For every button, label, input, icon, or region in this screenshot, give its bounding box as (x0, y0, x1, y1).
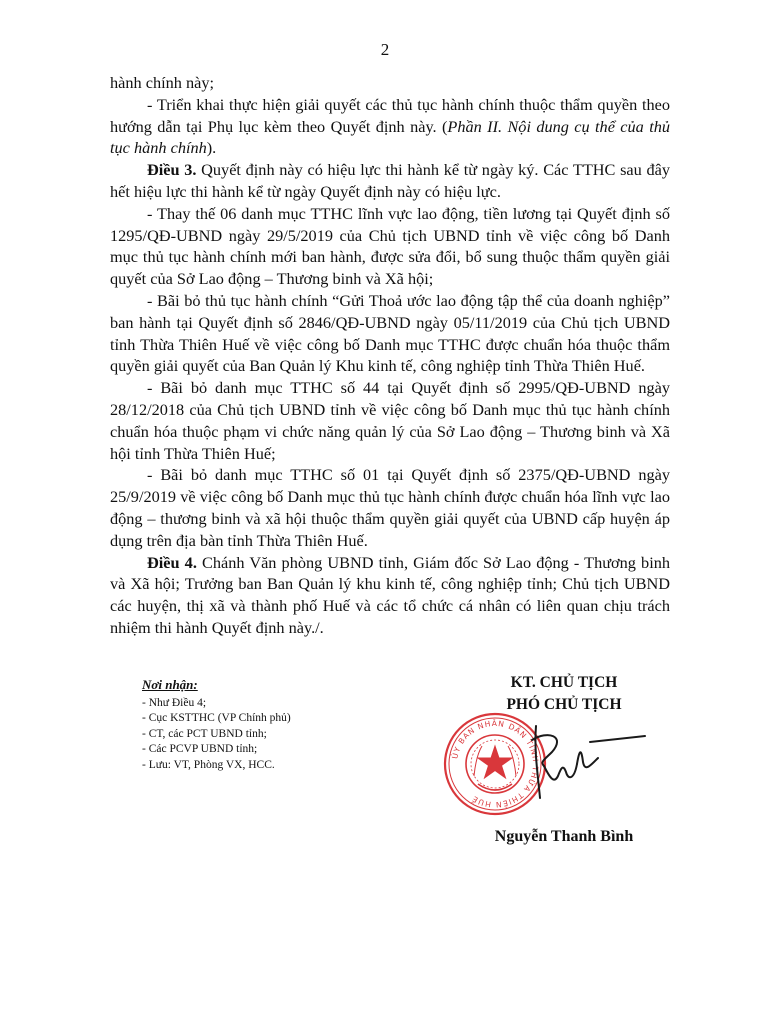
article-3-label: Điều 3. (147, 160, 197, 180)
article-4 (110, 552, 670, 639)
recipients-list (142, 696, 412, 774)
paragraph-abolish-2: - Bãi bỏ danh mục TTHC số 44 tại Quyết định số 2995/QĐ-UBND ngày 28/12/2018 của Chủ tịch UBND tỉnh về việc công bố Danh mục thủ tục hành chính chuẩn hóa thuộc phạm vi chức năng quản lý của Sở Lao động – Thương binh và Xã hội tỉnh Thừa Thiên Huế; (110, 378, 670, 463)
decision-body (110, 72, 670, 639)
paragraph-abolish-3: - Bãi bỏ danh mục TTHC số 01 tại Quyết định số 2375/QĐ-UBND ngày 25/9/2019 về việc công bố Danh mục thủ tục hành chính được chuẩn hóa lĩnh vực lao động – thương binh và xã hội thuộc thẩm quyền giải quyết của UBND cấp huyện áp dụng trên địa bàn tỉnh Thừa Thiên Huế. (110, 465, 670, 550)
signature-title-line1: KT. CHỦ TỊCH (510, 674, 618, 691)
recipients-block (142, 677, 412, 773)
paragraph-replace: - Thay thế 06 danh mục TTHC lĩnh vực lao động, tiền lương tại Quyết định số 1295/QĐ-UBND ngày 29/5/2019 của Chủ tịch UBND tỉnh về việc công bố Danh mục thủ tục hành chính mới ban hành, được sửa đổi, bổ sung thuộc thẩm quyền giải quyết của Sở Lao động – Thương binh và Xã hội; (110, 203, 670, 289)
article-3 (110, 159, 670, 203)
signer-name: Nguyễn Thanh Bình (494, 828, 634, 845)
recipient-item: - Như Điều 4; (142, 696, 207, 709)
recipient-item: - Cục KSTTHC (VP Chính phủ) (142, 712, 291, 724)
article-4-text: Chánh Văn phòng UBND tỉnh, Giám đốc Sở Lao động - Thương binh và Xã hội; Trưởng ban Ban Quản lý khu kinh tế, công nghiệp tỉnh; Chủ tịch UBND các huyện, thị xã và thành phố Huế và các tổ chức cá nhân có liên quan chịu trách nhiệm thi hành Quyết định này./. (110, 552, 670, 637)
signature-title-line2: PHÓ CHỦ TỊCH (506, 696, 622, 713)
paragraph-implementation-text: - Triển khai thực hiện giải quyết các thủ tục hành chính thuộc thẩm quyền theo hướng dẫn tại Phụ lục kèm theo Quyết định này. ( (110, 94, 670, 136)
official-seal-icon (440, 706, 650, 816)
paragraph-implementation-end: ). (206, 138, 217, 158)
seal-and-signature (440, 706, 650, 816)
paragraph-continuation: hành chính này; (110, 73, 214, 92)
svg-text:ỦY BAN NHÂN DÂN TỈNH THỪA THIÊ: ỦY BAN NHÂN DÂN TỈNH THỪA THIÊN HUẾ (450, 718, 541, 810)
recipient-item: - Lưu: VT, Phòng VX, HCC. (142, 758, 275, 771)
paragraph-implementation (110, 94, 670, 159)
article-4-label: Điều 4. (147, 552, 197, 572)
recipient-item: - Các PCVP UBND tỉnh; (142, 743, 258, 755)
recipients-title: Nơi nhận: (142, 677, 198, 692)
paragraph-abolish-1: - Bãi bỏ thủ tục hành chính “Gửi Thoả ước lao động tập thể của doanh nghiệp” ban hành tại Quyết định số 2846/QĐ-UBND ngày 05/11/2019 của Chủ tịch UBND tỉnh Thừa Thiên Huế về việc công bố Danh mục TTHC được chuẩn hóa thuộc thẩm quyền giải quyết của Ban Quản lý Khu kinh tế, công nghiệp tỉnh Thừa Thiên Huế. (110, 290, 670, 376)
page-number: 2 (380, 40, 390, 59)
recipient-item: - CT, các PCT UBND tỉnh; (142, 727, 267, 740)
article-3-text: Quyết định này có hiệu lực thi hành kể từ ngày ký. Các TTHC sau đây hết hiệu lực thi hành kể từ ngày Quyết định này có hiệu lực. (110, 160, 670, 201)
appendix-reference: Phần II. Nội dung cụ thể của thủ tục hành chính (110, 116, 670, 158)
